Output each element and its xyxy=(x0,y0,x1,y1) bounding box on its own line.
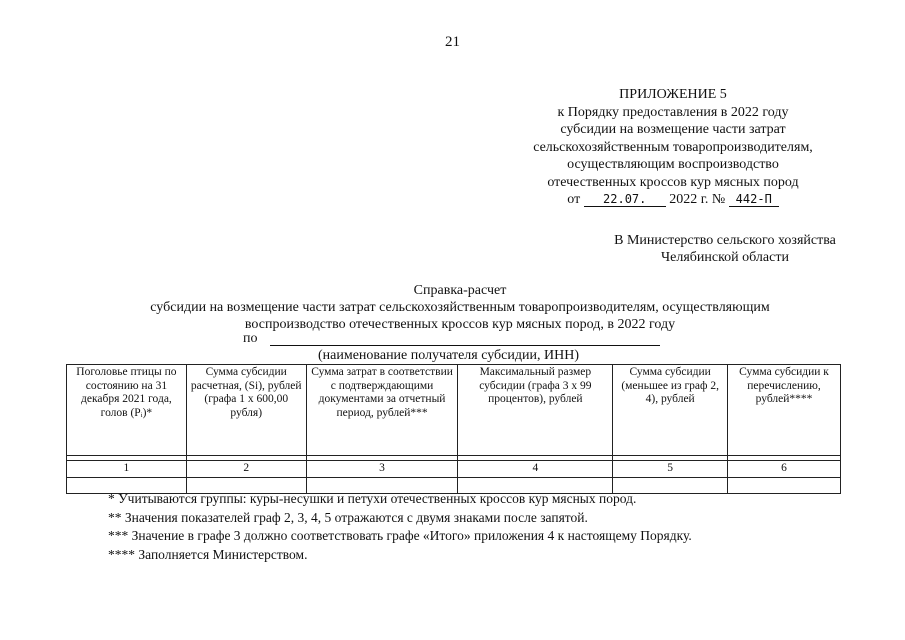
recipient-underline xyxy=(270,345,660,346)
column-number: 2 xyxy=(186,461,306,478)
column-number: 4 xyxy=(458,461,613,478)
table-header-cell: Сумма затрат в соответствии с подтверждающими документами за отчетный период, рублей*** xyxy=(306,365,458,456)
table-cell xyxy=(728,478,841,494)
heading-line-2: субсидии на возмещение части затрат сельскохозяйственным товаропроизводителям, осуществляющим xyxy=(150,300,770,315)
footnotes xyxy=(108,490,692,564)
addressee-line-1: В Министерство сельского хозяйства xyxy=(614,233,836,248)
table-header-cell: Сумма субсидии к перечислению, рублей**** xyxy=(728,365,841,456)
table-header-cell: Сумма субсидии расчетная, (Si), рублей (графа 1 х 600,00 рубля) xyxy=(186,365,306,456)
appendix-line: субсидии на возмещение части затрат xyxy=(560,122,786,137)
appendix-title: ПРИЛОЖЕНИЕ 5 xyxy=(619,87,727,102)
addressee-block xyxy=(560,232,890,266)
appendix-line: к Порядку предоставления в 2022 году xyxy=(557,104,789,120)
page-number: 21 xyxy=(445,34,460,50)
footnote: ** Значения показателей граф 2, 3, 4, 5 отражаются с двумя знаками после запятой. xyxy=(108,509,588,525)
date-prefix: от xyxy=(567,192,581,207)
appendix-line: отечественных кроссов кур мясных пород xyxy=(547,174,799,190)
addressee-line-2: Челябинской области xyxy=(661,250,789,265)
heading-title: Справка-расчет xyxy=(413,283,507,298)
table-header-cell: Сумма субсидии (меньшее из граф 2, 4), рублей xyxy=(613,365,728,456)
appendix-block xyxy=(508,86,838,209)
order-number: 442-П xyxy=(729,192,779,207)
column-number: 5 xyxy=(613,461,728,478)
year-text: 2022 г. № xyxy=(669,192,726,207)
appendix-date-line xyxy=(508,191,838,209)
recipient-label: (наименование получателя субсидии, ИНН) xyxy=(318,348,579,363)
document-heading xyxy=(80,282,840,333)
date-value: 22.07. xyxy=(584,192,666,207)
table-header-cell: Максимальный размер субсидии (графа 3 х 99 процентов), рублей xyxy=(458,365,613,456)
table-header-cell: Поголовье птицы по состоянию на 31 декабря 2021 года, голов (Pᵢ)* xyxy=(67,365,187,456)
footnote: *** Значение в графе 3 должно соответствовать графе «Итого» приложения 4 к настоящему Порядку. xyxy=(108,528,692,543)
table-column-numbers-row xyxy=(67,461,841,478)
heading-line-3: воспроизводство отечественных кроссов кур мясных пород, в 2022 году xyxy=(244,317,676,332)
appendix-line: сельскохозяйственным товаропроизводителям, xyxy=(533,139,813,155)
table-header-row xyxy=(67,365,841,456)
po-label: по xyxy=(243,331,258,346)
footnote: * Учитываются группы: куры-несушки и петухи отечественных кроссов кур мясных пород. xyxy=(108,491,637,506)
footnote: **** Заполняется Министерством. xyxy=(108,546,308,562)
column-number: 3 xyxy=(306,461,458,478)
appendix-line: осуществляющим воспроизводство xyxy=(567,157,779,172)
column-number: 1 xyxy=(67,461,187,478)
calculation-table xyxy=(66,364,841,494)
column-number: 6 xyxy=(728,461,841,478)
